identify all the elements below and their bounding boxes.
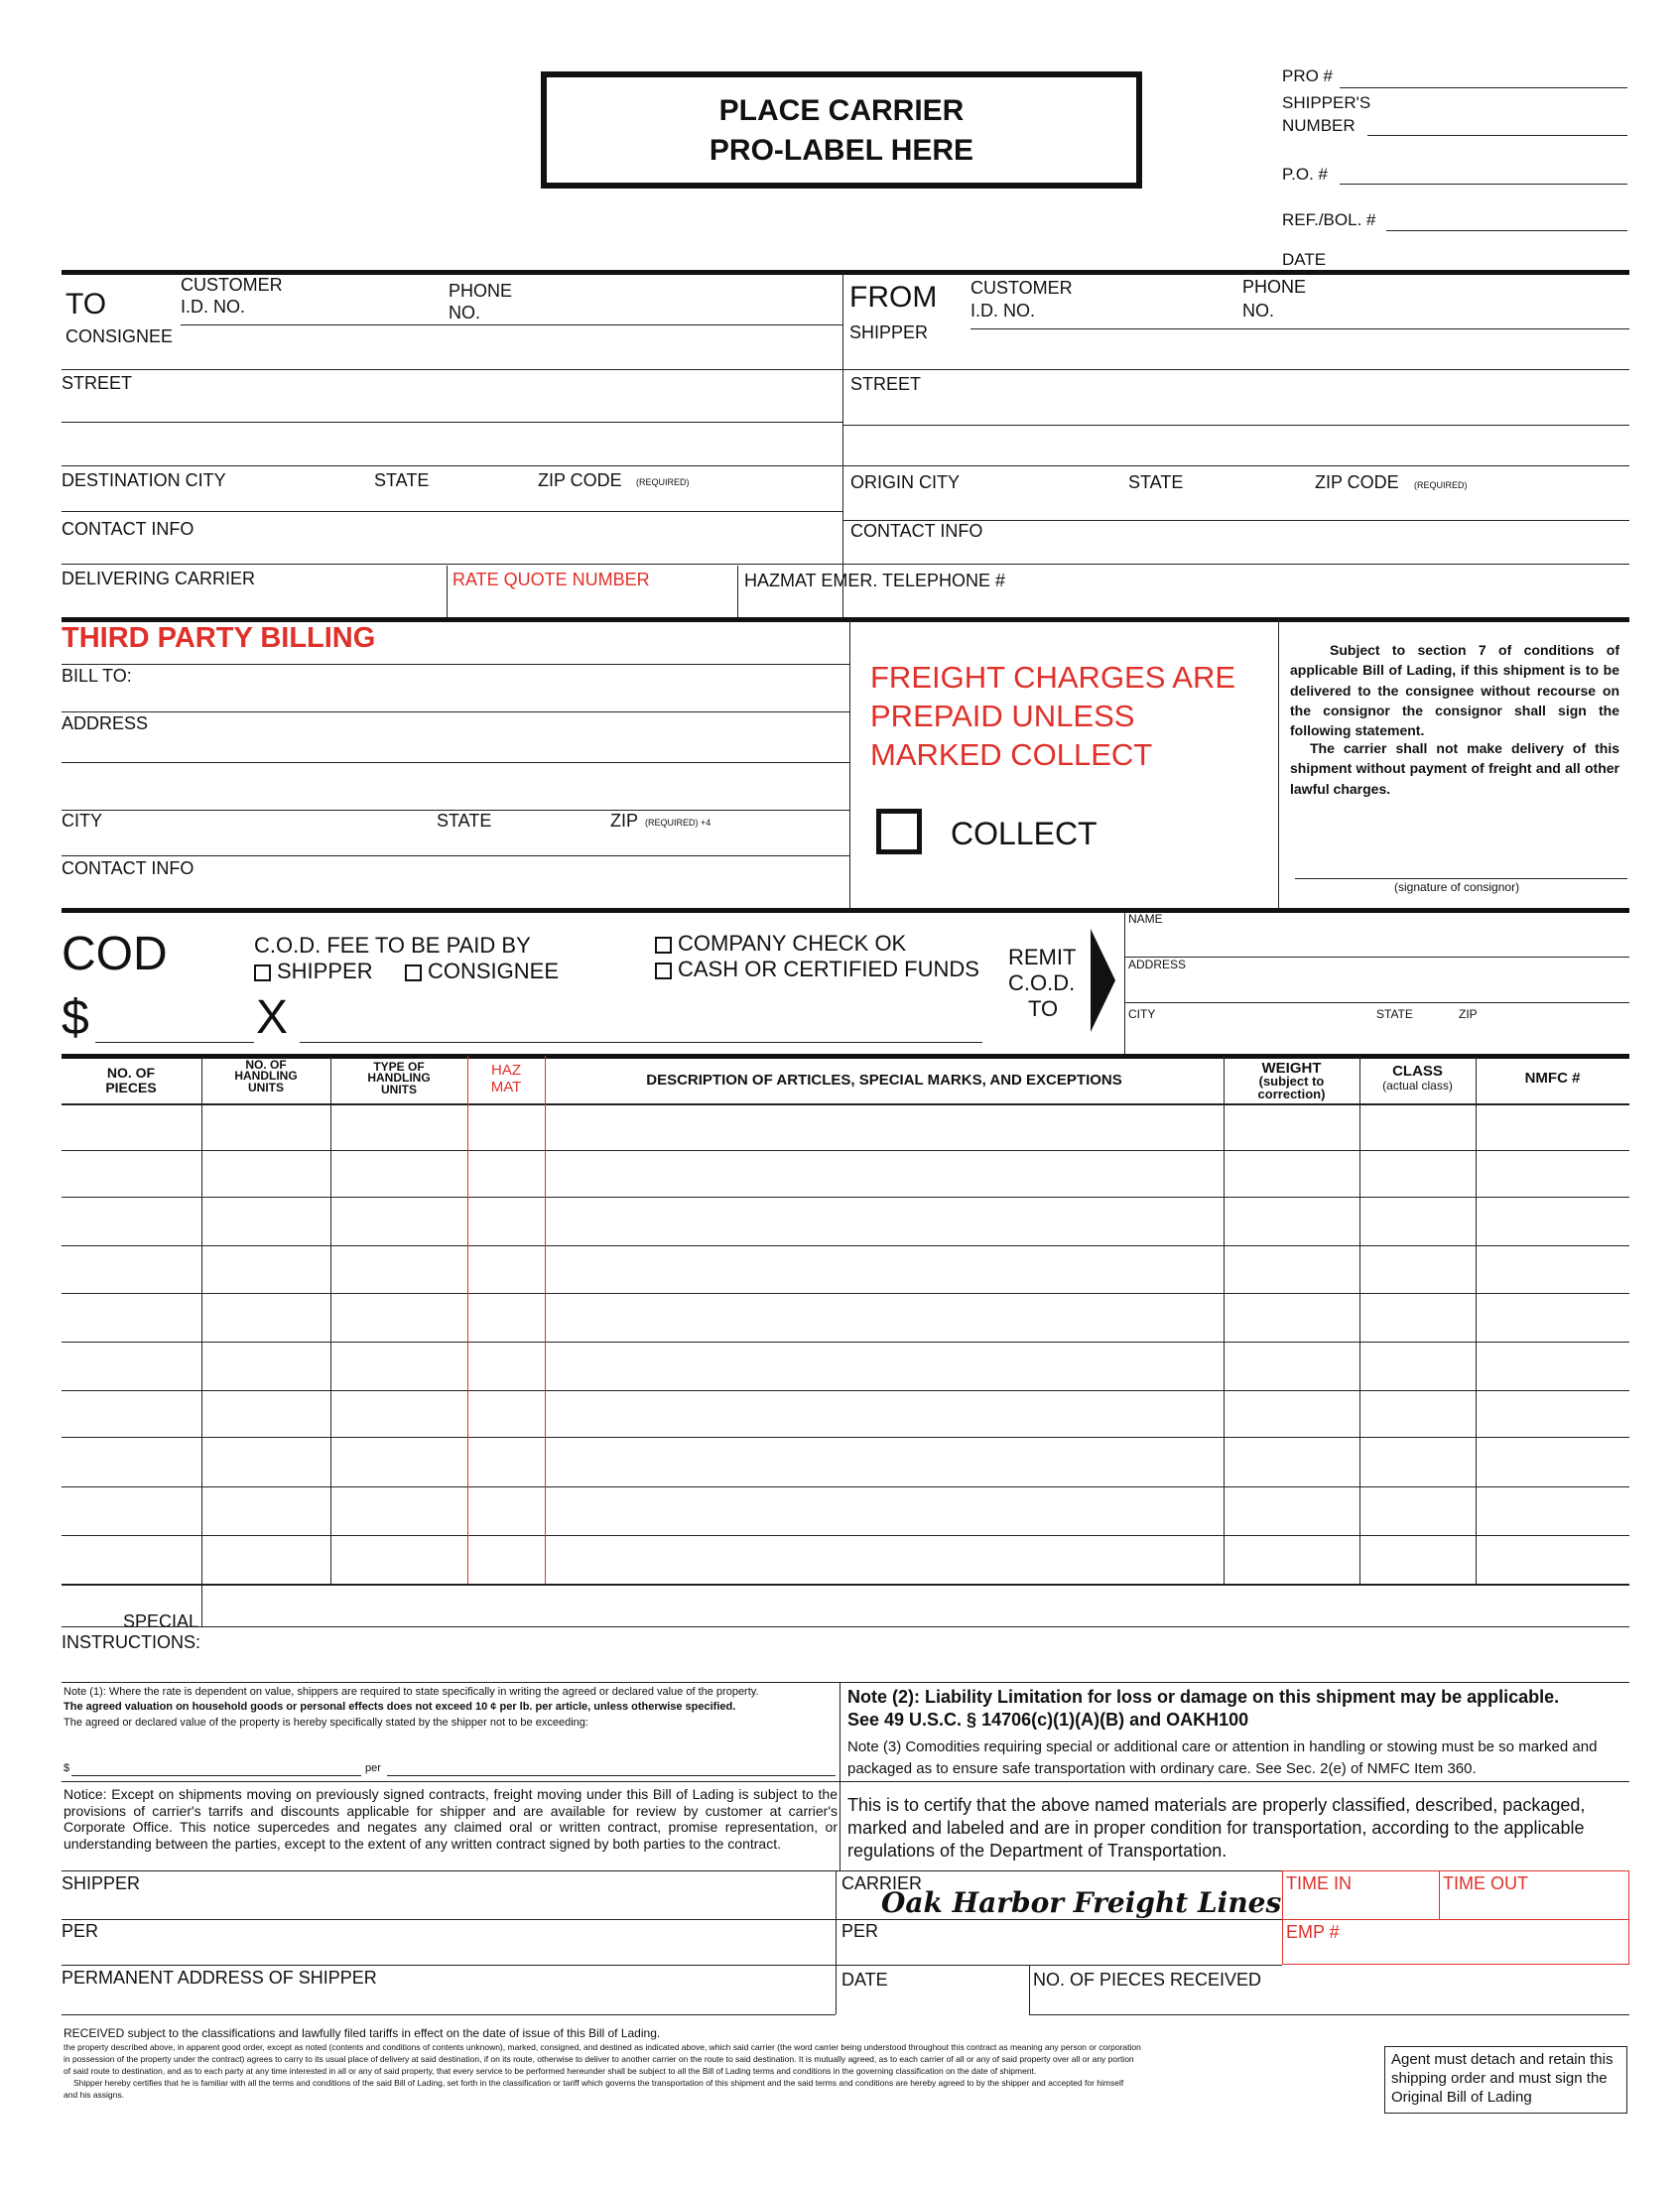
fine-print-5: and his assigns. [64, 2090, 124, 2100]
from-state-label: STATE [1128, 472, 1184, 492]
cod-amount-line[interactable] [95, 1042, 254, 1043]
consignor-signature-line[interactable] [1295, 878, 1627, 879]
time-out-label: TIME OUT [1443, 1873, 1528, 1893]
to-zip-required: (REQUIRED) [636, 477, 690, 487]
from-zip-label: ZIP CODE [1315, 472, 1399, 492]
pro-label-box [541, 71, 1142, 189]
to-title: TO [65, 288, 107, 321]
shipper-label: SHIPPER [849, 322, 929, 342]
consignor-signature-label: (signature of consignor) [1394, 880, 1520, 894]
hazmat-phone-label: HAZMAT EMER. TELEPHONE # [744, 571, 1006, 590]
remit-zip-label: ZIP [1459, 1007, 1478, 1021]
collect-checkbox[interactable] [876, 809, 922, 854]
note1-a: Note (1): Where the rate is dependent on value, shippers are required to state specifically in writing the agreed or declared value of the property. [64, 1686, 759, 1698]
special-instructions-2: INSTRUCTIONS: [62, 1632, 201, 1652]
note2-line2: See 49 U.S.C. § 14706(c)(1)(A)(B) and OAKH100 [847, 1710, 1249, 1730]
po-label: P.O. # [1282, 165, 1328, 184]
carrier-date-label: DATE [841, 1970, 888, 1990]
note1-c: The agreed or declared value of the property is hereby specifically stated by the shipper not to be exceeding: [64, 1717, 588, 1729]
section7-text: Subject to section 7 of conditions of applicable Bill of Lading, if this shipment is to be delivered to the consignee without recourse on the consignor the consignor shall sign the following statement. [1290, 642, 1619, 739]
ref-bol-line[interactable] [1386, 230, 1627, 231]
cod-x: X [256, 991, 289, 1044]
fine-print-2: in possession of the property under the contract) agrees to carry to its usual place of delivery at said destination, if on its route, otherwise to deliver to another carrier on the route to said destination. It is mutually agreed, as to each carrier of all or any of said property over all or any portion [64, 2054, 1134, 2064]
col-class-header: CLASS (actual class) [1382, 1063, 1453, 1093]
from-zip-required: (REQUIRED) [1414, 480, 1468, 490]
destination-city-label: DESTINATION CITY [62, 470, 226, 490]
received-text: RECEIVED subject to the classifications and lawfully filed tariffs in effect on the date of issue of this Bill of Lading. [64, 2026, 661, 2040]
tp-contact-label: CONTACT INFO [62, 858, 194, 878]
to-contact-label: CONTACT INFO [62, 519, 194, 539]
to-street-label: STREET [62, 373, 133, 393]
notice-text: Notice: Except on shipments moving on previously signed contracts, freight moving under this Bill of Lading is subject to the provisions of carrier's tarrifs and discounts applicable for shipper and are available for review by customer at carrier's Corporate Office. This notice supercedes and negates any claimed oral or written contract, promise representation, or understanding between the parties, except to the extent of any written contract signed by both parties to the contract. [64, 1786, 838, 1852]
from-street-label: STREET [850, 374, 922, 394]
shipper-sig-label: SHIPPER [62, 1873, 141, 1893]
special-instructions-1: SPECIAL [123, 1611, 199, 1631]
note1-b: The agreed valuation on household goods or personal effects does not exceed 10 ¢ per lb. per article, unless otherwise specified. [64, 1701, 736, 1713]
fine-print-4: Shipper hereby certifies that he is familiar with all the terms and conditions of the said Bill of Lading, set forth in the classification or tariff which governs the transportation of this shipment and the said terms and conditions are hereby agreed to by the shipper and accepted for himself [73, 2078, 1124, 2088]
pro-line[interactable] [1340, 87, 1627, 88]
table-row[interactable] [62, 1584, 1629, 1586]
table-row[interactable] [62, 1197, 1629, 1198]
carrier-label: CARRIER [841, 1873, 923, 1893]
from-customer-id-1: CUSTOMER [970, 278, 1073, 298]
to-customer-id-2: I.D. NO. [181, 297, 246, 317]
col-nmfc-header: NMFC # [1524, 1070, 1581, 1087]
date-label: DATE [1282, 250, 1327, 269]
freight-line1: FREIGHT CHARGES ARE [870, 660, 1236, 695]
col-pieces-header: NO. OF PIECES [105, 1065, 157, 1095]
shippers-number-line[interactable] [1367, 135, 1627, 136]
from-customer-id-2: I.D. NO. [970, 301, 1036, 321]
remit-state-label: STATE [1376, 1007, 1413, 1021]
cod-title: COD [62, 928, 168, 980]
to-state-label: STATE [374, 470, 430, 490]
consignee-label: CONSIGNEE [65, 326, 174, 346]
col-type-header: TYPE OF HANDLING UNITS [367, 1060, 431, 1096]
table-row[interactable] [62, 1245, 1629, 1246]
from-phone-1: PHONE [1242, 277, 1307, 297]
tp-state-label: STATE [437, 811, 492, 831]
certify-text: This is to certify that the above named materials are properly classified, described, packaged, marked and labeled and are in proper condition for transportation, according to the applicable regulations of the Department of Transportation. [847, 1795, 1586, 1862]
bill-to-label: BILL TO: [62, 666, 132, 686]
remit-address-label: ADDRESS [1128, 958, 1187, 971]
table-row[interactable] [62, 1293, 1629, 1294]
rate-quote-label: RATE QUOTE NUMBER [452, 570, 650, 589]
time-in-label: TIME IN [1286, 1873, 1352, 1893]
table-row[interactable] [62, 1437, 1629, 1438]
pieces-received-label: NO. OF PIECES RECEIVED [1033, 1970, 1262, 1990]
to-zip-label: ZIP CODE [538, 470, 622, 490]
table-row[interactable] [62, 1150, 1629, 1151]
tp-address-label: ADDRESS [62, 713, 149, 733]
tp-city-label: CITY [62, 811, 103, 831]
delivering-carrier-label: DELIVERING CARRIER [62, 569, 256, 588]
cash-certified-checkbox[interactable] [655, 963, 672, 979]
permanent-address-label: PERMANENT ADDRESS OF SHIPPER [62, 1968, 377, 1988]
freight-line2: PREPAID UNLESS [870, 699, 1135, 733]
po-line[interactable] [1340, 184, 1627, 185]
cod-signature-line[interactable] [300, 1042, 982, 1043]
carrier-name: Oak Harbor Freight Lines [881, 1886, 1282, 1919]
remit-city-label: CITY [1128, 1007, 1156, 1021]
declared-per-line[interactable] [387, 1775, 836, 1776]
remit-name-label: NAME [1128, 912, 1163, 926]
col-weight-header: WEIGHT (subject to correction) [1257, 1060, 1326, 1101]
company-check-option[interactable]: COMPANY CHECK OK [655, 933, 906, 955]
origin-city-label: ORIGIN CITY [850, 472, 961, 492]
to-customer-id-1: CUSTOMER [181, 275, 283, 295]
section7-text2: The carrier shall not make delivery of this shipment without payment of freight and all other lawful charges. [1290, 740, 1619, 797]
table-row[interactable] [62, 1342, 1629, 1343]
table-row[interactable] [62, 1486, 1629, 1487]
cod-consignee-option[interactable]: CONSIGNEE [405, 961, 559, 982]
note1-per: per [365, 1762, 381, 1774]
carrier-per-label: PER [841, 1921, 879, 1941]
note2-line1: Note (2): Liability Limitation for loss or damage on this shipment may be applicable. [847, 1687, 1560, 1707]
pro-label: PRO # [1282, 66, 1334, 85]
remit-arrow-icon [1088, 927, 1117, 1034]
declared-value-line[interactable] [71, 1775, 361, 1776]
third-party-title: THIRD PARTY BILLING [62, 622, 376, 654]
from-contact-label: CONTACT INFO [850, 521, 983, 541]
section-top-border [62, 270, 1629, 275]
fine-print-1: the property described above, in apparent good order, except as noted (contents and conditions of contents unknown), marked, consigned, and destined as indicated above, which said carrier (the word carrier being understood throughout this contract as meaning any person or corporation [64, 2042, 1141, 2052]
cod-fee-label: C.O.D. FEE TO BE PAID BY [254, 933, 531, 958]
remit-2: C.O.D. [1008, 970, 1076, 995]
to-phone-1: PHONE [449, 281, 513, 301]
to-from-divider [842, 272, 843, 619]
agent-box: Agent must detach and retain this shipping order and must sign the Original Bill of Lading [1384, 2046, 1627, 2114]
col-hazmat-header: HAZ MAT [490, 1062, 522, 1096]
remit-3: TO [1028, 996, 1059, 1021]
emp-label: EMP # [1286, 1922, 1340, 1942]
cash-certified-option[interactable]: CASH OR CERTIFIED FUNDS [655, 959, 979, 980]
table-row[interactable] [62, 1390, 1629, 1391]
note1-dollar: $ [64, 1762, 70, 1774]
pro-label-line1: PLACE CARRIER [718, 94, 965, 127]
ref-bol-label: REF./BOL. # [1282, 210, 1376, 229]
tp-zip-label: ZIP [610, 811, 639, 831]
cod-dollar: $ [62, 989, 89, 1045]
collect-label: COLLECT [951, 816, 1098, 851]
company-check-checkbox[interactable] [655, 937, 672, 954]
from-phone-2: NO. [1242, 301, 1275, 321]
shippers-number-label-2: NUMBER [1282, 116, 1356, 135]
table-row[interactable] [62, 1626, 1629, 1627]
note3-text: Note (3) Comodities requiring special or additional care or attention in handling or stowing must be so marked and packaged as to ensure safe transportation with ordinary care. See Sec. 2(e) of NMFC Item 360. [847, 1738, 1598, 1777]
remit-1: REMIT [1008, 945, 1077, 969]
from-title: FROM [849, 281, 938, 314]
cod-shipper-checkbox[interactable] [254, 964, 271, 981]
pro-label-line2: PRO-LABEL HERE [709, 134, 974, 167]
fine-print-3: of said route to destination, and as to each party at any time interested in all or any of said property, that every service to be performed hereunder shall be subject to all the Bill of Lading terms and conditions in the governing classification on the date of shipment. [64, 2066, 1037, 2076]
shipper-per-label: PER [62, 1921, 99, 1941]
to-phone-2: NO. [449, 303, 481, 322]
cod-shipper-option[interactable]: SHIPPER [254, 961, 373, 982]
table-row[interactable] [62, 1535, 1629, 1536]
tp-zip-required: (REQUIRED) +4 [645, 818, 711, 828]
shippers-number-label-1: SHIPPER'S [1282, 93, 1371, 112]
freight-line3: MARKED COLLECT [870, 737, 1153, 772]
cod-consignee-checkbox[interactable] [405, 964, 422, 981]
col-description-header: DESCRIPTION OF ARTICLES, SPECIAL MARKS, AND EXCEPTIONS [646, 1072, 1122, 1089]
col-handling-units-header: NO. OF HANDLING UNITS [234, 1058, 298, 1094]
